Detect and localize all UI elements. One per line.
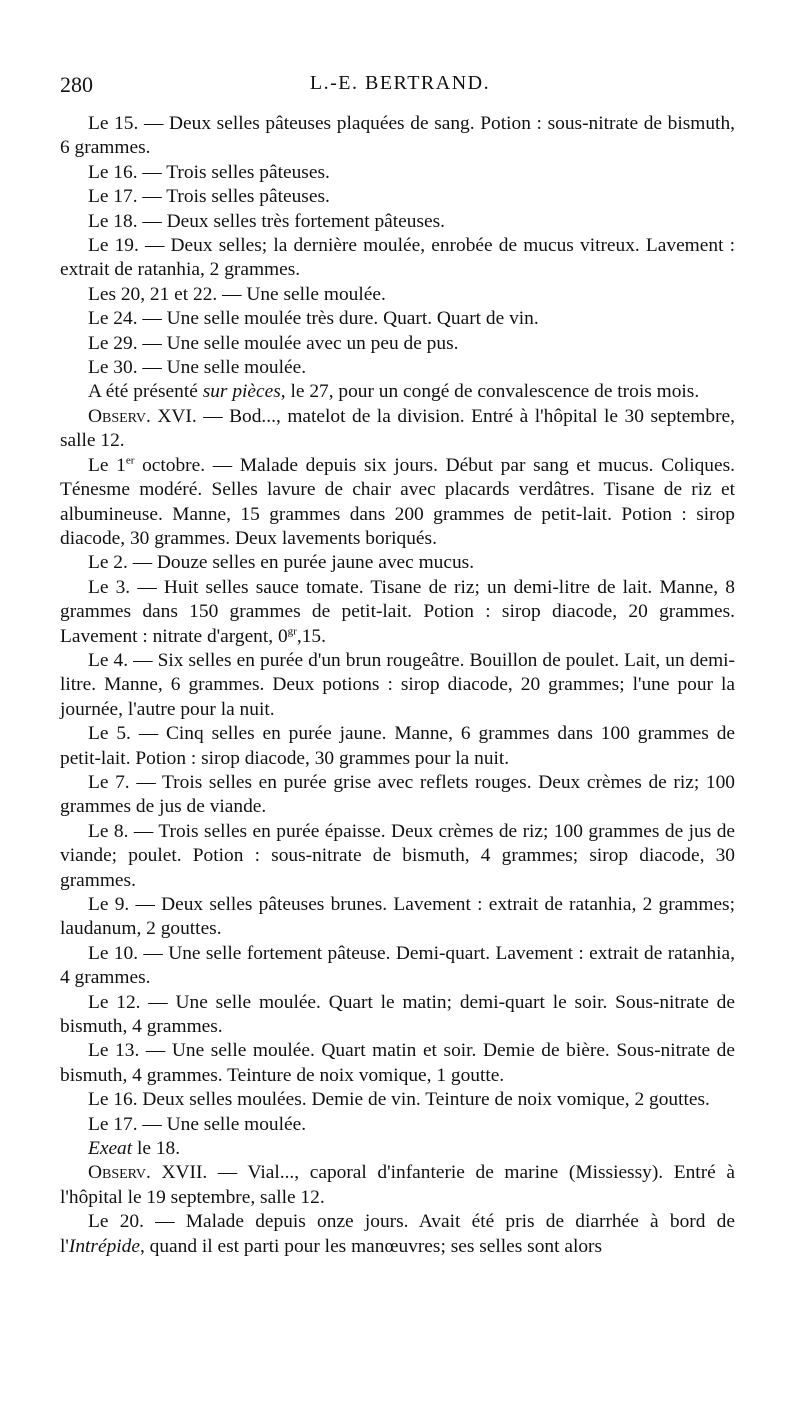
paragraph-post: octobre. — Malade depuis six jours. Début par sang et mucus. Coliques. Ténesme modéré. Selles lavure de chair avec placards verdâtres. Tisane de riz et albumineuse. Manne, 15 grammes dans 200 grammes de petit-lait. Potion : sirop diacode, 30 grammes. Deux lavements boriqués. — [60, 454, 735, 549]
paragraph — [60, 820, 735, 893]
paragraph-text: Le 17. — Une selle moulée. — [88, 1113, 307, 1135]
paragraph-text: Le 8. — Trois selles en purée épaisse. Deux crèmes de riz; 100 grammes de jus de viande; poulet. Potion : sous-nitrate de bismuth, 4 grammes; sirop diacode, 30 grammes. — [60, 820, 735, 891]
paragraph — [60, 112, 735, 161]
paragraph-text: Le 12. — Une selle moulée. Quart le matin; demi-quart le soir. Sous-nitrate de bismuth, 4 grammes. — [60, 991, 735, 1038]
paragraph-pre: Le 3. — Huit selles sauce tomate. Tisane de riz; un demi-litre de lait. Manne, 8 grammes dans 150 grammes de petit-lait. Potion : sirop diacode, 20 grammes. Lavement : nitrate d'argent, 0 — [60, 576, 735, 647]
paragraph — [60, 1113, 735, 1137]
running-head: L.-E. BERTRAND. — [309, 72, 491, 94]
paragraph-text: Le 17. — Trois selles pâteuses. — [88, 186, 330, 208]
paragraph-post: , le 27, pour un congé de convalescence de trois mois. — [280, 381, 700, 403]
paragraph — [60, 454, 735, 552]
paragraph-text: Le 15. — Deux selles pâteuses plaquées de sang. Potion : sous-nitrate de bismuth, 6 grammes. — [60, 113, 735, 159]
paragraph — [60, 405, 735, 454]
paragraph — [60, 380, 735, 404]
paragraph — [60, 649, 735, 722]
paragraph-text: Le 9. — Deux selles pâteuses brunes. Lavement : extrait de ratanhia, 2 grammes; laudanum, 2 gouttes. — [60, 894, 735, 940]
paragraph — [60, 942, 735, 991]
paragraph — [60, 307, 735, 331]
paragraph — [60, 234, 735, 283]
paragraph — [60, 1039, 735, 1088]
paragraph-pre: Le 1 — [88, 454, 126, 476]
paragraph-text: Le 4. — Six selles en purée d'un brun rougeâtre. Bouillon de poulet. Lait, un demi-litre. Manne, 6 grammes. Deux potions : sirop diacode, 20 grammes; l'une pour la journée, l'autre pour la nuit. — [60, 649, 735, 720]
paragraph — [60, 722, 735, 771]
paragraph-pre: A été présenté — [88, 381, 203, 403]
paragraph-italic: Intrépide — [68, 1235, 140, 1257]
paragraph — [60, 1161, 735, 1210]
paragraph-sup: er — [125, 454, 135, 467]
paragraph — [60, 991, 735, 1040]
body-text — [60, 112, 735, 1259]
paragraph-post: le 18. — [132, 1138, 181, 1160]
paragraph-text: Le 2. — Douze selles en purée jaune avec mucus. — [88, 552, 475, 574]
paragraph — [60, 576, 735, 649]
paragraph-italic: Exeat — [88, 1138, 133, 1160]
paragraph — [60, 210, 735, 234]
paragraph-text: Le 16. — Trois selles pâteuses. — [88, 161, 330, 183]
paragraph — [60, 332, 735, 356]
paragraph-text: Le 5. — Cinq selles en purée jaune. Manne, 6 grammes dans 100 grammes de petit-lait. Potion : sirop diacode, 30 grammes pour la nuit. — [60, 723, 735, 769]
paragraph-smallcaps: Observ. — [88, 1162, 151, 1184]
paragraph-smallcaps: Observ. — [88, 405, 151, 427]
paragraph-italic: sur pièces — [202, 381, 281, 403]
paragraph — [60, 1210, 735, 1259]
page-header — [60, 72, 740, 102]
paragraph — [60, 1088, 735, 1112]
paragraph — [60, 771, 735, 820]
paragraph — [60, 551, 735, 575]
paragraph-pre: Le 20. — Malade depuis onze jours. Avait été pris de diarrhée à bord de l' — [60, 1211, 735, 1257]
paragraph-sup: gr — [287, 625, 297, 638]
paragraph-text: Les 20, 21 et 22. — Une selle moulée. — [88, 283, 386, 305]
paragraph-text: Le 13. — Une selle moulée. Quart matin et soir. Demie de bière. Sous-nitrate de bismuth, 4 grammes. Teinture de noix vomique, 1 goutte. — [60, 1040, 735, 1086]
paragraph-text: Le 10. — Une selle fortement pâteuse. Demi-quart. Lavement : extrait de ratanhia, 4 grammes. — [60, 942, 735, 989]
paragraph-text: Le 24. — Une selle moulée très dure. Quart. Quart de vin. — [88, 308, 539, 330]
paragraph — [60, 893, 735, 942]
paragraph — [60, 356, 735, 380]
page-number: 280 — [60, 72, 93, 97]
paragraph-text: Le 29. — Une selle moulée avec un peu de pus. — [88, 332, 459, 354]
paragraph-post: XVI. — Bod..., matelot de la division. Entré à l'hôpital le 30 septembre, salle 12. — [60, 405, 735, 452]
paragraph — [60, 185, 735, 209]
paragraph-post: XVII. — Vial..., caporal d'infanterie de marine (Missiessy). Entré à l'hôpital le 19 septembre, salle 12. — [60, 1162, 735, 1208]
paragraph-post: , quand il est parti pour les manœuvres; ses selles sont alors — [139, 1235, 603, 1257]
paragraph-text: Le 7. — Trois selles en purée grise avec reflets rouges. Deux crèmes de riz; 100 grammes de jus de viande. — [60, 771, 735, 818]
paragraph-text: Le 16. Deux selles moulées. Demie de vin. Teinture de noix vomique, 2 gouttes. — [88, 1089, 710, 1111]
paragraph-post: ,15. — [296, 625, 326, 647]
paragraph — [60, 161, 735, 185]
paragraph — [60, 1137, 735, 1161]
paragraph-text: Le 30. — Une selle moulée. — [88, 357, 307, 379]
paragraph-text: Le 19. — Deux selles; la dernière moulée, enrobée de mucus vitreux. Lavement : extrait de ratanhia, 2 grammes. — [60, 235, 735, 281]
paragraph-text: Le 18. — Deux selles très fortement pâteuses. — [88, 210, 446, 232]
paragraph — [60, 283, 735, 307]
